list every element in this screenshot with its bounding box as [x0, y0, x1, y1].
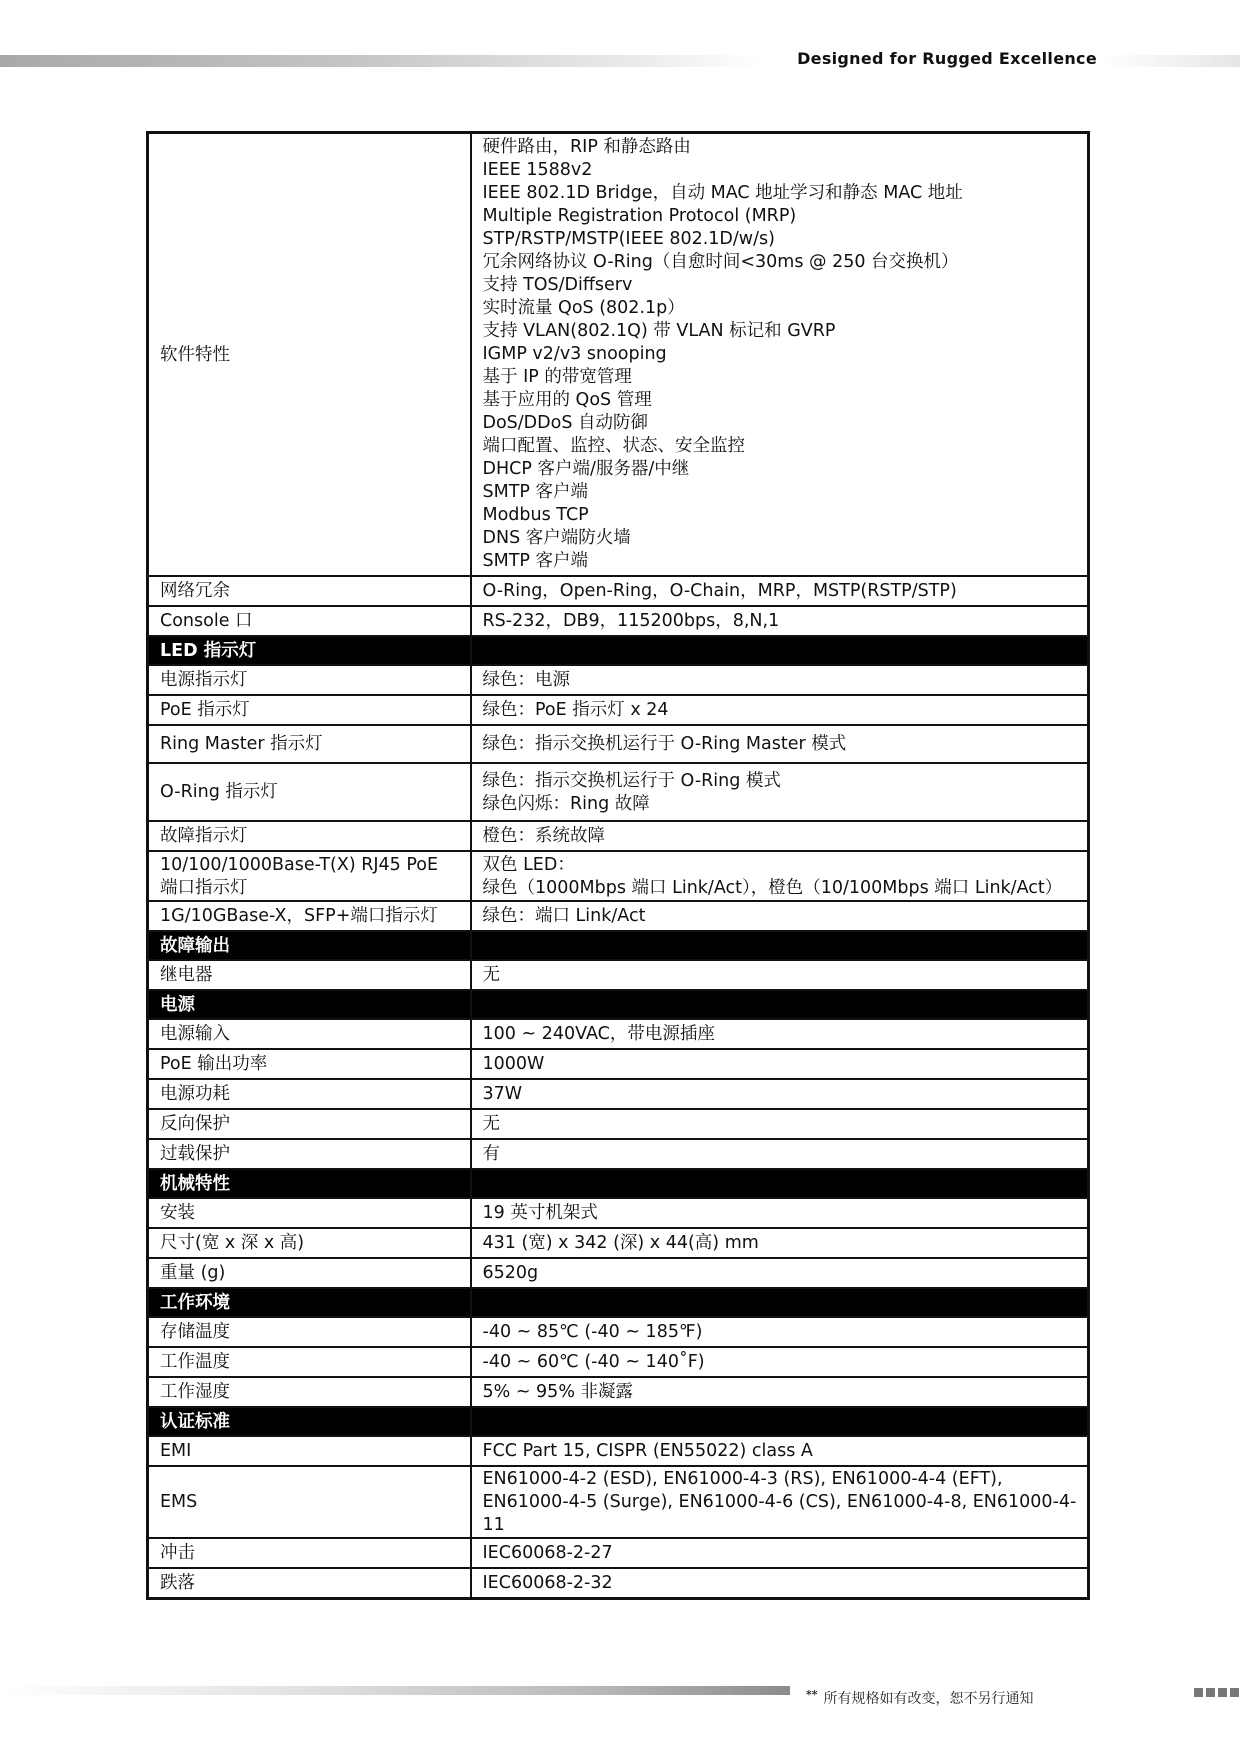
row-software-features — [148, 133, 1089, 577]
section-mechanical-spacer — [471, 1169, 1089, 1198]
poe-led-value: 绿色：PoE 指示灯 x 24 — [471, 695, 1089, 725]
rj45-led-label — [148, 851, 471, 901]
operating-humidity-label: 工作湿度 — [148, 1377, 471, 1407]
section-led-title: LED 指示灯 — [148, 636, 471, 665]
ems-value — [471, 1466, 1089, 1538]
power-led-value: 绿色：电源 — [471, 665, 1089, 695]
corner-square — [1218, 1688, 1227, 1697]
overload-protection-value: 有 — [471, 1139, 1089, 1169]
software-line: SMTP 客户端 — [482, 551, 589, 571]
page-corner-squares — [1194, 1688, 1239, 1697]
overload-protection-label: 过载保护 — [148, 1139, 471, 1169]
power-consumption-value: 37W — [471, 1079, 1089, 1109]
poe-led-label: PoE 指示灯 — [148, 695, 471, 725]
dimensions-label: 尺寸(宽 x 深 x 高) — [148, 1228, 471, 1258]
ems-label: EMS — [148, 1466, 471, 1538]
section-mechanical-title: 机械特性 — [148, 1169, 471, 1198]
footer-note-stars: ** — [806, 1688, 818, 1701]
corner-square — [1230, 1688, 1239, 1697]
footer-note-text: 所有规格如有改变，恕不另行通知 — [823, 1691, 1034, 1707]
network-redundancy-value: O-Ring，Open-Ring，O-Chain，MRP，MSTP(RSTP/STP) — [471, 576, 1089, 606]
software-line: IGMP v2/v3 snooping — [482, 344, 667, 364]
ring-master-led-value: 绿色：指示交换机运行于 O-Ring Master 模式 — [471, 725, 1089, 763]
software-features-label: 软件特性 — [148, 133, 471, 577]
row-weight — [148, 1258, 1089, 1288]
software-line: Multiple Registration Protocol (MRP) — [482, 206, 797, 226]
footer-gradient-bar — [0, 1686, 790, 1695]
section-power-spacer — [471, 990, 1089, 1019]
corner-square — [1194, 1688, 1203, 1697]
sfp-led-value: 绿色：端口 Link/Act — [471, 901, 1089, 931]
section-fault-output — [148, 931, 1089, 960]
section-fault-output-spacer — [471, 931, 1089, 960]
software-line: 基于应用的 QoS 管理 — [482, 390, 652, 410]
software-line: STP/RSTP/MSTP(IEEE 802.1D/w/s) — [482, 229, 775, 249]
software-line: IEEE 802.1D Bridge，自动 MAC 地址学习和静态 MAC 地址 — [482, 183, 963, 203]
section-power — [148, 990, 1089, 1019]
software-line: IEEE 1588v2 — [482, 160, 593, 180]
section-certification-title: 认证标准 — [148, 1407, 471, 1436]
section-led — [148, 636, 1089, 665]
section-environment-spacer — [471, 1288, 1089, 1317]
software-features-value — [471, 133, 1089, 577]
section-power-title: 电源 — [148, 990, 471, 1019]
sfp-led-label: 1G/10GBase-X，SFP+端口指示灯 — [148, 901, 471, 931]
relay-label: 继电器 — [148, 960, 471, 990]
row-poe-output-power — [148, 1049, 1089, 1079]
header-gradient-bar — [0, 55, 760, 67]
row-overload-protection — [148, 1139, 1089, 1169]
relay-value: 无 — [471, 960, 1089, 990]
reverse-protection-value: 无 — [471, 1109, 1089, 1139]
row-poe-led — [148, 695, 1089, 725]
row-ring-master-led — [148, 725, 1089, 763]
software-line: DNS 客户端防火墙 — [482, 528, 631, 548]
freefall-label: 跌落 — [148, 1568, 471, 1598]
poe-output-power-label: PoE 输出功率 — [148, 1049, 471, 1079]
dimensions-value: 431 (宽) x 342 (深) x 44(高) mm — [471, 1228, 1089, 1258]
header-tagline: Designed for Rugged Excellence — [797, 49, 1097, 68]
section-mechanical — [148, 1169, 1089, 1198]
row-power-led — [148, 665, 1089, 695]
operating-humidity-value: 5% ~ 95% 非凝露 — [471, 1377, 1089, 1407]
row-operating-humidity — [148, 1377, 1089, 1407]
row-power-input — [148, 1019, 1089, 1049]
row-dimensions — [148, 1228, 1089, 1258]
software-line: 基于 IP 的带宽管理 — [482, 367, 632, 387]
software-line: DHCP 客户端/服务器/中继 — [482, 459, 690, 479]
row-freefall — [148, 1568, 1089, 1598]
section-environment-title: 工作环境 — [148, 1288, 471, 1317]
console-port-label: Console 口 — [148, 606, 471, 636]
operating-temperature-value: -40 ~ 60℃ (-40 ~ 140˚F) — [471, 1347, 1089, 1377]
section-environment — [148, 1288, 1089, 1317]
shock-value: IEC60068-2-27 — [471, 1538, 1089, 1568]
oring-led-value — [471, 763, 1089, 821]
ems-line: EN61000-4-5 (Surge), EN61000-4-6 (CS), EN61000-4-8, EN61000-4-11 — [482, 1492, 1077, 1535]
fault-led-label: 故障指示灯 — [148, 821, 471, 851]
row-operating-temperature — [148, 1347, 1089, 1377]
software-line: 硬件路由，RIP 和静态路由 — [482, 137, 691, 157]
row-power-consumption — [148, 1079, 1089, 1109]
software-line: 实时流量 QoS (802.1p） — [482, 298, 685, 318]
row-reverse-protection — [148, 1109, 1089, 1139]
row-oring-led — [148, 763, 1089, 821]
oring-led-line: 绿色：指示交换机运行于 O-Ring 模式 — [482, 770, 781, 791]
power-input-label: 电源输入 — [148, 1019, 471, 1049]
shock-label: 冲击 — [148, 1538, 471, 1568]
ring-master-led-label: Ring Master 指示灯 — [148, 725, 471, 763]
row-relay — [148, 960, 1089, 990]
weight-label: 重量 (g) — [148, 1258, 471, 1288]
rj45-led-label-line: 端口指示灯 — [160, 877, 248, 898]
storage-temperature-value: -40 ~ 85℃ (-40 ~ 185℉) — [471, 1317, 1089, 1347]
oring-led-label: O-Ring 指示灯 — [148, 763, 471, 821]
footer-note — [806, 1688, 1034, 1708]
rj45-led-line: 双色 LED： — [482, 854, 575, 875]
console-port-value: RS-232，DB9，115200bps，8,N,1 — [471, 606, 1089, 636]
reverse-protection-label: 反向保护 — [148, 1109, 471, 1139]
freefall-value: IEC60068-2-32 — [471, 1568, 1089, 1598]
rj45-led-line: 绿色（1000Mbps 端口 Link/Act），橙色（10/100Mbps 端口 Link/Act） — [482, 877, 1063, 898]
network-redundancy-label: 网络冗余 — [148, 576, 471, 606]
software-line: SMTP 客户端 — [482, 482, 589, 502]
row-fault-led — [148, 821, 1089, 851]
software-line: 支持 VLAN(802.1Q) 带 VLAN 标记和 GVRP — [482, 321, 836, 341]
section-fault-output-title: 故障输出 — [148, 931, 471, 960]
row-emi — [148, 1436, 1089, 1466]
power-consumption-label: 电源功耗 — [148, 1079, 471, 1109]
corner-square — [1206, 1688, 1215, 1697]
ems-line: EN61000-4-2 (ESD), EN61000-4-3 (RS), EN61000-4-4 (EFT), — [482, 1469, 1003, 1489]
software-line: 冗余网络协议 O-Ring（自愈时间<30ms @ 250 台交换机） — [482, 252, 959, 272]
row-console-port — [148, 606, 1089, 636]
operating-temperature-label: 工作温度 — [148, 1347, 471, 1377]
row-shock — [148, 1538, 1089, 1568]
emi-label: EMI — [148, 1436, 471, 1466]
mounting-value: 19 英寸机架式 — [471, 1198, 1089, 1228]
row-mounting — [148, 1198, 1089, 1228]
fault-led-value: 橙色：系统故障 — [471, 821, 1089, 851]
software-line: 端口配置、监控、状态、安全监控 — [482, 436, 745, 456]
software-line: Modbus TCP — [482, 505, 589, 525]
row-sfp-led — [148, 901, 1089, 931]
header-gradient-bar-right — [1100, 55, 1240, 67]
storage-temperature-label: 存储温度 — [148, 1317, 471, 1347]
row-storage-temperature — [148, 1317, 1089, 1347]
section-led-spacer — [471, 636, 1089, 665]
section-certification-spacer — [471, 1407, 1089, 1436]
software-line: 支持 TOS/Diffserv — [482, 275, 633, 295]
rj45-led-value — [471, 851, 1089, 901]
section-certification — [148, 1407, 1089, 1436]
oring-led-line: 绿色闪烁：Ring 故障 — [482, 793, 650, 814]
rj45-led-label-line: 10/100/1000Base-T(X) RJ45 PoE — [160, 854, 439, 875]
power-led-label: 电源指示灯 — [148, 665, 471, 695]
software-line: DoS/DDoS 自动防御 — [482, 413, 649, 433]
spec-table — [146, 131, 1090, 1600]
poe-output-power-value: 1000W — [471, 1049, 1089, 1079]
row-network-redundancy — [148, 576, 1089, 606]
row-ems — [148, 1466, 1089, 1538]
emi-value: FCC Part 15, CISPR (EN55022) class A — [471, 1436, 1089, 1466]
row-rj45-led — [148, 851, 1089, 901]
power-input-value: 100 ~ 240VAC，带电源插座 — [471, 1019, 1089, 1049]
weight-value: 6520g — [471, 1258, 1089, 1288]
mounting-label: 安装 — [148, 1198, 471, 1228]
